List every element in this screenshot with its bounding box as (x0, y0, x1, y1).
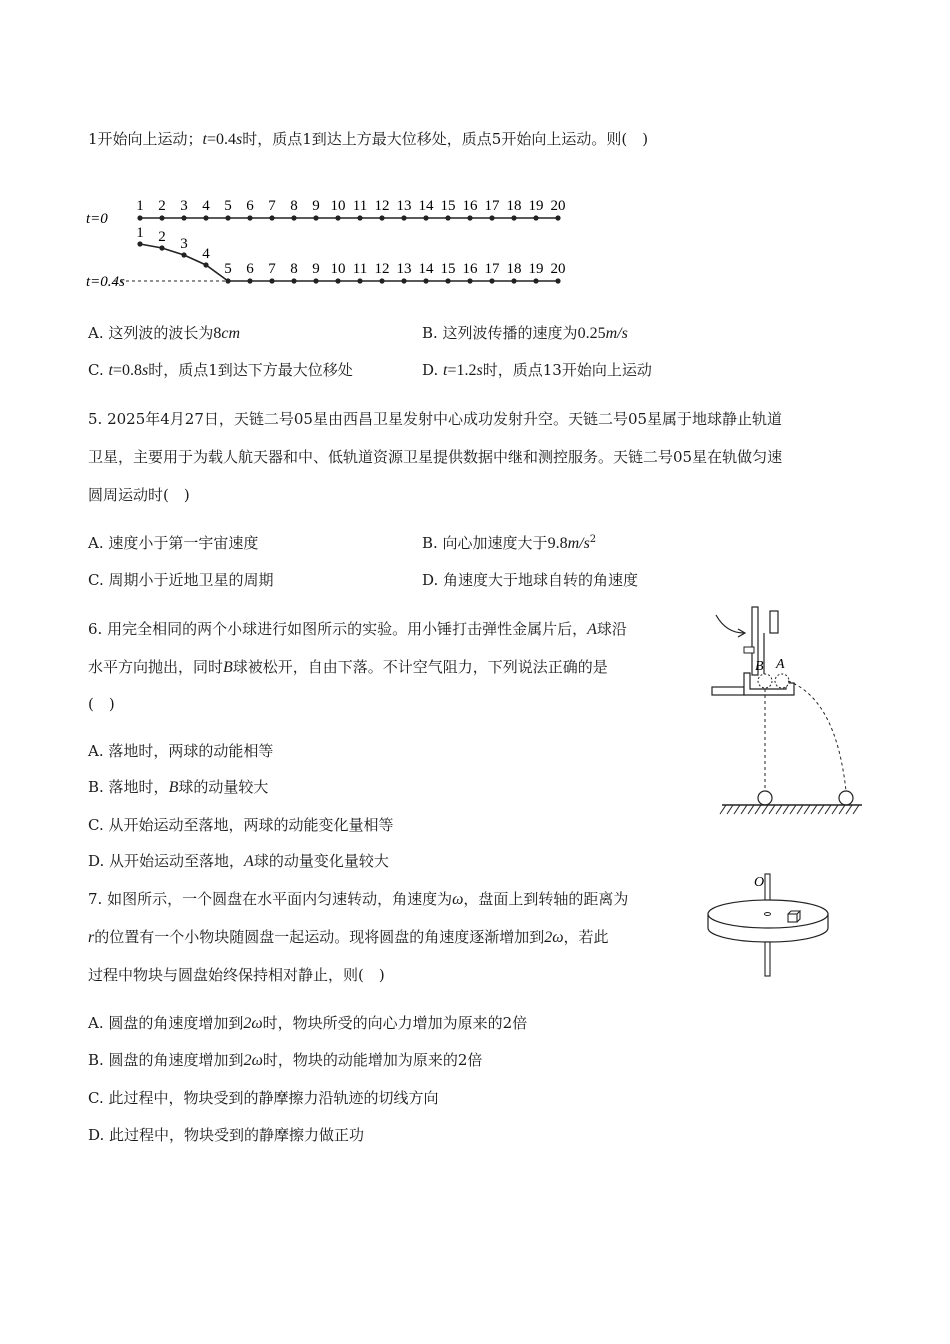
point-t0 (203, 215, 208, 220)
point-t04 (247, 278, 252, 283)
point-label-t04: 10 (330, 261, 346, 277)
q4-option-d-value: =1.2 (447, 362, 477, 379)
q5-option-b-text: B. 向心加速度大于 (422, 534, 548, 552)
point-t0 (379, 215, 384, 220)
wave-row-t04 (114, 225, 566, 284)
point-t04 (225, 278, 230, 283)
q7-option-b-value: 2ω (243, 1052, 263, 1069)
point-t04 (489, 278, 494, 283)
hatch-mark (727, 805, 733, 814)
hatch-mark (832, 805, 838, 814)
q4-option-a-unit: cm (221, 325, 241, 342)
point-label-t0: 10 (330, 198, 346, 214)
q4-option-c[interactable] (88, 359, 353, 380)
point-t04 (313, 278, 318, 283)
point-label-t0: 16 (462, 198, 478, 214)
label-b: B (755, 659, 764, 674)
q6-option-b-prefix: B. 落地时， (88, 778, 169, 796)
point-label-t04: 9 (312, 261, 320, 277)
hatch-mark (825, 805, 831, 814)
q7-stem-line1-b: ，盘面上到转轴的距离为 (463, 890, 629, 908)
point-t0 (467, 215, 472, 220)
ball-b-start (758, 674, 772, 688)
hatch-mark (748, 805, 754, 814)
q4-time-var: t (202, 131, 207, 148)
q4-option-c-text: 时，质点1到达下方最大位移处 (148, 361, 353, 379)
q7-option-c[interactable]: C. 此过程中，物块受到的静摩擦力沿轨迹的切线方向 (88, 1089, 439, 1107)
q4-option-a-value: 8 (213, 325, 222, 342)
point-t0 (269, 215, 274, 220)
q7-option-d[interactable]: D. 此过程中，物块受到的静摩擦力做正功 (88, 1126, 365, 1144)
point-label-t0: 20 (550, 198, 566, 214)
point-label-t04: 16 (462, 261, 478, 277)
wave-row-t0 (136, 198, 565, 221)
projectile-experiment-figure (708, 603, 868, 823)
hatch-mark (720, 805, 726, 814)
point-t04 (511, 278, 516, 283)
q4-stem-part-b: 时，质点1到达上方最大位移处，质点5开始向上运动。则( ) (242, 130, 649, 148)
point-label-t0: 3 (180, 198, 188, 214)
point-t04 (445, 278, 450, 283)
q7-radius-var: r (88, 929, 95, 946)
point-label-t0: 7 (268, 198, 276, 214)
hatch-mark (846, 805, 852, 814)
point-label-t0: 18 (506, 198, 522, 214)
q7-stem-line2 (88, 926, 609, 947)
q6-stem-line1-b: 球沿 (596, 620, 627, 638)
q7-option-b[interactable] (88, 1049, 482, 1070)
q6-stem-line2-b: 球被松开，自由下落。不计空气阻力，下列说法正确的是 (232, 658, 608, 676)
ball-a-path (788, 681, 846, 791)
q6-ball-b-var: B (223, 659, 233, 676)
point-label-t0: 5 (224, 198, 232, 214)
hatch-mark (804, 805, 810, 814)
hatch-mark (783, 805, 789, 814)
ball-a-start (775, 674, 789, 688)
point-t0 (181, 215, 186, 220)
q5-stem-line2: 卫星，主要用于为载人航天器和中、低轨道资源卫星提供数据中继和测控服务。天链二号05星在轨做匀速 (88, 448, 783, 466)
hatch-mark (741, 805, 747, 814)
q7-option-a[interactable] (88, 1012, 527, 1033)
t04-label: t=0.4s (86, 274, 125, 290)
q4-time-unit: s (236, 131, 243, 148)
hatch-mark (853, 805, 859, 814)
q4-option-c-var: t (108, 362, 113, 379)
q4-option-c-value: =0.8 (112, 362, 142, 379)
q4-stem-part-a: 1开始向上运动； (88, 130, 203, 148)
q4-time-value: =0.4 (207, 131, 237, 148)
point-label-t04: 8 (290, 261, 298, 277)
point-label-t0: 2 (158, 198, 166, 214)
spring-piece (744, 647, 754, 653)
q6-stem-line1 (88, 618, 627, 639)
q6-option-c[interactable]: C. 从开始运动至落地，两球的动能变化量相等 (88, 816, 394, 834)
point-t0 (533, 215, 538, 220)
point-label-t04: 3 (180, 236, 188, 252)
q6-stem-line1-a: 6. 用完全相同的两个小球进行如图所示的实验。用小锤打击弹性金属片后， (88, 620, 588, 638)
q6-option-d-suffix: 球的动量变化量较大 (253, 852, 389, 870)
point-t0 (423, 215, 428, 220)
point-label-t0: 14 (418, 198, 434, 214)
q6-option-b[interactable] (88, 776, 268, 797)
point-label-t04: 12 (374, 261, 390, 277)
point-label-t04: 18 (506, 261, 522, 277)
point-t04 (335, 278, 340, 283)
point-t04 (159, 245, 164, 250)
q4-option-d[interactable] (422, 359, 652, 380)
q7-stem-line1-a: 7. 如图所示，一个圆盘在水平面内匀速转动，角速度为 (88, 890, 453, 908)
q5-option-d[interactable]: D. 角速度大于地球自转的角速度 (422, 571, 639, 589)
q5-option-b-value: 9.8 (547, 535, 568, 552)
q4-option-b-unit: m/s (605, 325, 628, 342)
q6-option-b-suffix: 球的动量较大 (178, 778, 269, 796)
q7-option-b-prefix: B. 圆盘的角速度增加到 (88, 1051, 244, 1069)
point-label-t0: 6 (246, 198, 254, 214)
hatch-mark (797, 805, 803, 814)
axis-hole (765, 913, 771, 916)
point-label-t04: 11 (352, 261, 368, 277)
point-label-t04: 2 (158, 229, 166, 245)
q4-option-c-unit: s (141, 362, 149, 379)
q6-stem-line2-a: 水平方向抛出，同时 (88, 658, 224, 676)
point-t0 (335, 215, 340, 220)
q7-option-a-suffix: 时，物块所受的向心力增加为原来的2倍 (262, 1014, 528, 1032)
point-t04 (467, 278, 472, 283)
point-label-t0: 13 (396, 198, 412, 214)
q6-option-a[interactable]: A. 落地时，两球的动能相等 (88, 742, 274, 760)
hatch-mark (839, 805, 845, 814)
rotating-disk-figure (704, 870, 844, 990)
point-t0 (247, 215, 252, 220)
q4-option-b-text: B. 这列波传播的速度为 (422, 324, 578, 342)
point-t04 (203, 262, 208, 267)
point-label-t04: 13 (396, 261, 412, 277)
point-t04 (137, 241, 142, 246)
point-label-t0: 8 (290, 198, 298, 214)
q4-option-d-text: 时，质点13开始向上运动 (482, 361, 652, 379)
point-label-t0: 9 (312, 198, 320, 214)
point-label-t04: 14 (418, 261, 434, 277)
hatch-mark (776, 805, 782, 814)
point-t04 (533, 278, 538, 283)
point-label-t04: 7 (268, 261, 276, 277)
q5-option-b[interactable] (422, 532, 596, 553)
point-t0 (445, 215, 450, 220)
hatch-mark (755, 805, 761, 814)
q7-stem-line2-a: 的位置有一个小物块随圆盘一起运动。现将圆盘的角速度逐渐增加到 (94, 928, 545, 946)
point-t0 (511, 215, 516, 220)
point-t04 (401, 278, 406, 283)
point-t04 (555, 278, 560, 283)
point-t0 (489, 215, 494, 220)
q7-option-a-prefix: A. 圆盘的角速度增加到 (88, 1014, 244, 1032)
point-label-t04: 6 (246, 261, 254, 277)
point-label-t04: 17 (484, 261, 500, 277)
point-label-t04: 5 (224, 261, 232, 277)
q5-option-b-unit: m/s (567, 535, 590, 552)
q6-option-d-prefix: D. 从开始运动至落地， (88, 852, 245, 870)
ball-b-end (758, 791, 772, 805)
point-label-t04: 19 (528, 261, 544, 277)
wave-figure (84, 190, 584, 300)
q7-omega: ω (452, 891, 464, 908)
hatch-mark (762, 805, 768, 814)
point-label-t04: 15 (440, 261, 456, 277)
hatch-mark (769, 805, 775, 814)
point-label-t04: 1 (136, 225, 144, 241)
point-label-t0: 12 (374, 198, 390, 214)
point-t04 (423, 278, 428, 283)
base-plate (712, 687, 744, 695)
q6-stem-line2 (88, 656, 608, 677)
label-a: A (776, 657, 785, 672)
point-label-t04: 4 (202, 246, 210, 262)
q4-option-a[interactable] (88, 322, 240, 343)
q5-stem-line3: 圆周运动时( ) (88, 486, 190, 504)
q5-option-b-exponent: 2 (589, 534, 597, 545)
point-t04 (379, 278, 384, 283)
axis-label-o: O (754, 875, 765, 890)
q7-stem-line1 (88, 888, 628, 909)
point-t04 (291, 278, 296, 283)
point-t0 (401, 215, 406, 220)
q6-stem-line3: ( ) (88, 695, 115, 713)
point-t04 (357, 278, 362, 283)
q4-option-d-var: t (443, 362, 448, 379)
hatch-mark (734, 805, 740, 814)
hammer-head (770, 611, 778, 633)
q4-option-a-text: A. 这列波的波长为 (88, 324, 214, 342)
point-label-t0: 15 (440, 198, 456, 214)
q7-option-a-value: 2ω (243, 1015, 263, 1032)
q5-stem-line1: 5. 2025年4月27日，天链二号05星由西昌卫星发射中心成功发射升空。天链二号05星属于地球静止轨道 (88, 410, 783, 428)
q6-option-b-var: B (168, 779, 179, 796)
point-t0 (159, 215, 164, 220)
q7-stem-line3: 过程中物块与圆盘始终保持相对静止，则( ) (88, 966, 385, 984)
point-label-t04: 20 (550, 261, 566, 277)
point-label-t0: 17 (484, 198, 500, 214)
point-t04 (181, 252, 186, 257)
q6-option-d[interactable] (88, 850, 389, 871)
q7-two-omega: 2ω (544, 929, 564, 946)
point-t0 (225, 215, 230, 220)
point-label-t0: 1 (136, 198, 144, 214)
hatch-mark (811, 805, 817, 814)
ball-a-end (839, 791, 853, 805)
q7-option-b-suffix: 时，物块的动能增加为原来的2倍 (262, 1051, 483, 1069)
point-t0 (555, 215, 560, 220)
point-t0 (357, 215, 362, 220)
q4-option-d-prefix: D. (422, 361, 444, 379)
point-t0 (291, 215, 296, 220)
q6-option-d-var: A (244, 853, 254, 870)
q4-option-c-prefix: C. (88, 361, 109, 379)
q7-stem-line2-b: ，若此 (563, 928, 609, 946)
point-t0 (313, 215, 318, 220)
q5-option-a[interactable]: A. 速度小于第一宇宙速度 (88, 534, 259, 552)
ground-hatch (720, 805, 859, 814)
point-label-t0: 4 (202, 198, 210, 214)
point-label-t0: 19 (528, 198, 544, 214)
point-t0 (137, 215, 142, 220)
axis-lower (765, 942, 770, 976)
point-label-t0: 11 (352, 198, 368, 214)
hatch-mark (790, 805, 796, 814)
q4-stem (88, 128, 648, 149)
point-t04 (269, 278, 274, 283)
q4-option-b-value: 0.25 (577, 325, 606, 342)
q5-option-c[interactable]: C. 周期小于近地卫星的周期 (88, 571, 274, 589)
q4-option-d-unit: s (476, 362, 483, 379)
hatch-mark (818, 805, 824, 814)
q4-option-b[interactable] (422, 322, 628, 343)
t0-label: t=0 (86, 211, 108, 227)
q6-ball-a-var: A (587, 621, 597, 638)
